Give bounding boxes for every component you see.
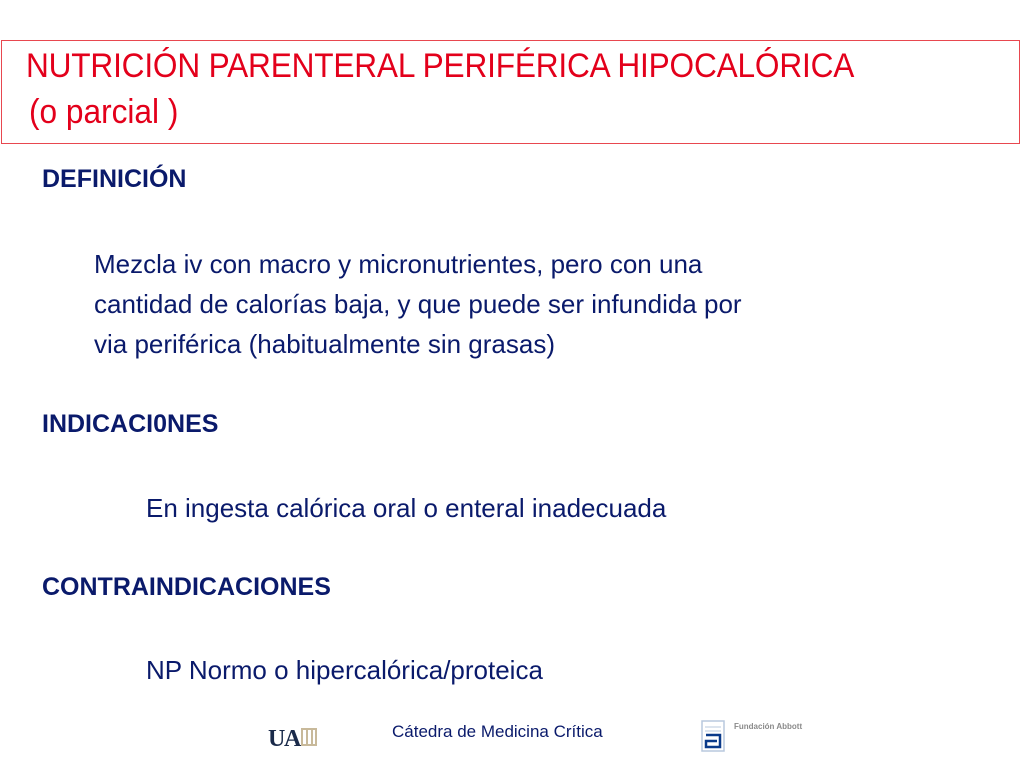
abbott-logo-icon bbox=[700, 719, 728, 753]
definicion-line-3: via periférica (habitualmente sin grasas) bbox=[94, 329, 555, 359]
contraindicaciones-text: NP Normo o hipercalórica/proteica bbox=[146, 655, 543, 685]
contraindicaciones-heading: CONTRAINDICACIONES bbox=[42, 573, 331, 601]
uam-logo bbox=[268, 722, 320, 750]
definicion-heading: DEFINICIÓN bbox=[42, 165, 187, 193]
indicaciones-text: En ingesta calórica oral o enteral inadecuada bbox=[146, 493, 667, 523]
abbott-logo bbox=[700, 719, 803, 753]
svg-text:A: A bbox=[284, 726, 302, 750]
definicion-line-1: Mezcla iv con macro y micronutrientes, pero con una bbox=[94, 249, 703, 279]
slide-subtitle: (o parcial ) bbox=[29, 93, 179, 131]
footer-chair-name: Cátedra de Medicina Crítica bbox=[392, 722, 603, 741]
indicaciones-heading: INDICACI0NES bbox=[42, 410, 219, 438]
title-box bbox=[1, 40, 1020, 144]
svg-text:U: U bbox=[268, 726, 286, 750]
abbott-logo-text: Fundación Abbott bbox=[734, 722, 803, 731]
definicion-line-2: cantidad de calorías baja, y que puede ser infundida por bbox=[94, 289, 742, 319]
slide-title: NUTRICIÓN PARENTERAL PERIFÉRICA HIPOCALÓRICA bbox=[26, 47, 855, 85]
